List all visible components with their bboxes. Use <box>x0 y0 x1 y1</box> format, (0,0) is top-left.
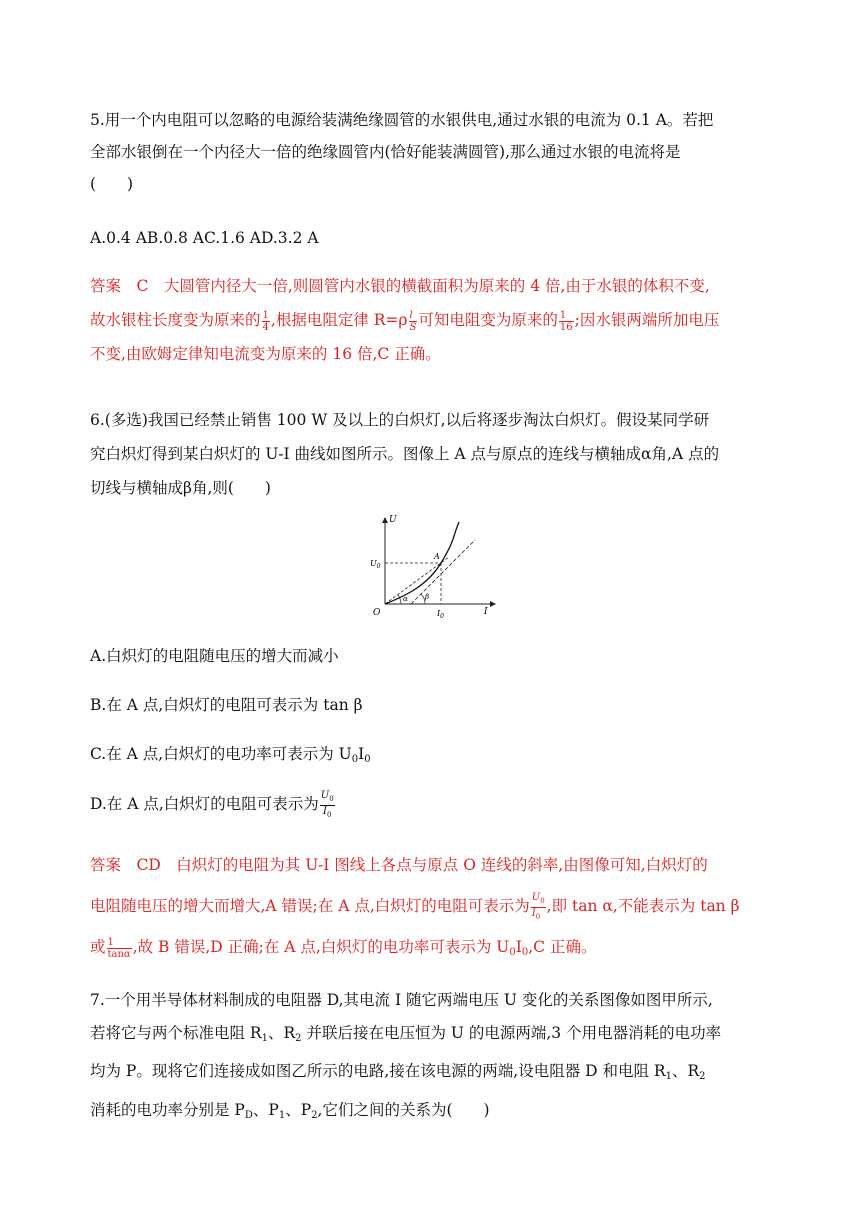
q6-answer-line3 <box>90 927 780 973</box>
subscript: 0 <box>351 754 359 765</box>
text-span: ,故 B 错误,D 正确;在 A 点,白炽灯的电功率可表示为 U <box>132 938 510 956</box>
u-axis-label: U <box>389 515 397 525</box>
q6-option-d <box>90 788 780 821</box>
q6-answer <box>90 845 780 973</box>
text-span: I <box>515 938 522 956</box>
text-span: ,C 正确。 <box>528 938 597 956</box>
subscript: 0 <box>364 754 371 765</box>
text-span: 均为 P。现将它们连接成如图乙所示的电路,接在该电源的两端,设电阻器 D 和电阻 R <box>90 1062 666 1080</box>
q6-answer-line2 <box>90 886 780 927</box>
subscript: 0 <box>509 947 516 958</box>
q5-line3: ( ) <box>90 175 134 193</box>
i0-main: I <box>437 609 441 618</box>
text-span: ,即 tan α,不能表示为 tan β <box>546 897 740 915</box>
numerator: 1 <box>559 310 574 322</box>
text-span: 或 <box>90 938 106 956</box>
point-a-label: A <box>434 552 440 561</box>
q5-stem <box>90 104 780 200</box>
numerator-sub: 0 <box>540 896 545 905</box>
fraction <box>107 937 132 960</box>
q5-options: A.0.4 AB.0.8 AC.1.6 AD.3.2 A <box>90 229 319 247</box>
denominator <box>531 908 546 923</box>
subscript: 1 <box>261 1032 268 1044</box>
fraction <box>531 892 546 923</box>
numerator: 1 <box>262 309 269 321</box>
denominator-sub: 0 <box>326 810 332 819</box>
text-span: 、P <box>285 1100 312 1119</box>
text-span: 若将它与两个标准电阻 R <box>90 1023 262 1042</box>
q5-line2: 全部水银倒在一个内径大一倍的绝缘圆管内(恰好能装满圆管),那么通过水银的电流将是 <box>90 143 681 161</box>
denominator: 4 <box>262 321 269 333</box>
u0-main: U <box>370 559 377 568</box>
numerator <box>531 892 546 908</box>
i-axis-label: I <box>484 607 488 617</box>
origin-label: O <box>373 608 381 618</box>
alpha-label: α <box>403 595 408 603</box>
subscript: 1 <box>665 1071 672 1082</box>
numerator <box>320 790 335 806</box>
numerator-var: U <box>320 789 330 801</box>
q5-answer-line3: 不变,由欧姆定律知电流变为原来的 16 倍,C 正确。 <box>90 345 441 363</box>
q7-line4 <box>90 1094 780 1133</box>
u0-label <box>370 559 381 570</box>
q5-line1: 5.用一个内电阻可以忽略的电源给装满绝缘圆管的水银供电,通过水银的电流为 0.1 A。若把 <box>90 111 714 129</box>
numerator-var: l <box>409 309 413 321</box>
subscript: D <box>244 1109 253 1121</box>
i0-sub: 0 <box>440 613 444 620</box>
denominator-var: I <box>531 907 536 919</box>
denominator <box>409 322 418 333</box>
text-span: 、R <box>671 1062 700 1080</box>
u-i-curve-figure <box>365 510 505 620</box>
denominator <box>320 806 335 821</box>
q7-line1: 7.一个用半导体材料制成的电阻器 D,其电流 I 随它两端电压 U 变化的关系图像如图甲所示, <box>90 991 713 1009</box>
numerator <box>409 310 418 322</box>
beta-label: β <box>425 593 430 601</box>
fraction <box>262 310 270 333</box>
subscript: 0 <box>521 947 529 958</box>
text-span: 消耗的电功率分别是 P <box>90 1100 245 1119</box>
text-span: ,根据电阻定律 R=ρ <box>270 311 408 329</box>
denominator-var: S <box>409 321 417 333</box>
fraction <box>559 310 574 333</box>
numerator-sub: 0 <box>329 794 334 803</box>
subscript: 2 <box>699 1071 706 1082</box>
q6-option-a: A.白炽灯的电阻随电压的增大而减小 <box>90 647 339 665</box>
denominator-sub: 0 <box>535 912 541 921</box>
text-span: 电阻随电压的增大而增大,A 错误;在 A 点,白炽灯的电阻可表示为 <box>90 897 530 915</box>
alpha-arc <box>398 595 401 604</box>
u0-sub: 0 <box>376 563 381 570</box>
q7-line2 <box>90 1017 780 1056</box>
numerator: 1 <box>107 937 132 949</box>
text-span: C.在 A 点,白炽灯的电功率可表示为 U <box>90 745 352 763</box>
q6-option-c <box>90 738 780 776</box>
text-span: 并联后接在电压恒为 U 的电源两端,3 个用电器消耗的电功率 <box>301 1023 722 1042</box>
text-span: 可知电阻变为原来的 <box>418 311 558 329</box>
origin-chord <box>385 557 449 604</box>
denominator: 16 <box>559 321 573 333</box>
fraction <box>409 310 418 333</box>
denominator-var: I <box>323 805 327 817</box>
q6-stem <box>90 403 780 505</box>
text-span: ;因水银两端所加电压 <box>574 311 720 329</box>
q6-answer-line1: 答案 CD 白炽灯的电阻为其 U-I 图线上各点与原点 O 连线的斜率,由图像可知,白炽灯的 <box>90 856 708 874</box>
i0-label <box>436 609 444 620</box>
q5-answer-line1: 答案 C 大圆管内径大一倍,则圆管内水银的横截面积为原来的 4 倍,由于水银的体积不变, <box>90 277 710 295</box>
q5-answer <box>90 269 780 371</box>
text-span: I <box>358 745 365 763</box>
q6-line1: 6.(多选)我国已经禁止销售 100 W 及以上的白炽灯,以后将逐步淘汰白炽灯。假设某同学研 <box>90 411 710 429</box>
text-span: D.在 A 点,白炽灯的电阻可表示为 <box>90 795 319 813</box>
text-span: 故水银柱长度变为原来的 <box>90 311 261 329</box>
q6-line2: 究白炽灯得到某白炽灯的 U-I 曲线如图所示。图像上 A 点与原点的连线与横轴成α角,A 点的 <box>90 445 720 463</box>
subscript: 1 <box>278 1109 286 1121</box>
denominator: tanα <box>107 948 131 960</box>
text-span: 、R <box>267 1023 296 1042</box>
q6-option-b: B.在 A 点,白炽灯的电阻可表示为 tan β <box>90 696 363 714</box>
fraction <box>320 790 335 821</box>
q6-line3: 切线与横轴成β角,则( ) <box>90 479 271 497</box>
q5-answer-line2 <box>90 303 780 337</box>
text-span: 、P <box>252 1100 279 1119</box>
subscript: 2 <box>311 1109 318 1121</box>
q7-stem <box>90 984 780 1132</box>
q7-line3 <box>90 1055 780 1094</box>
subscript: 2 <box>295 1032 302 1044</box>
text-span: ,它们之间的关系为( ) <box>317 1100 490 1119</box>
numerator-var: U <box>531 891 541 903</box>
tangent-line <box>411 540 475 604</box>
